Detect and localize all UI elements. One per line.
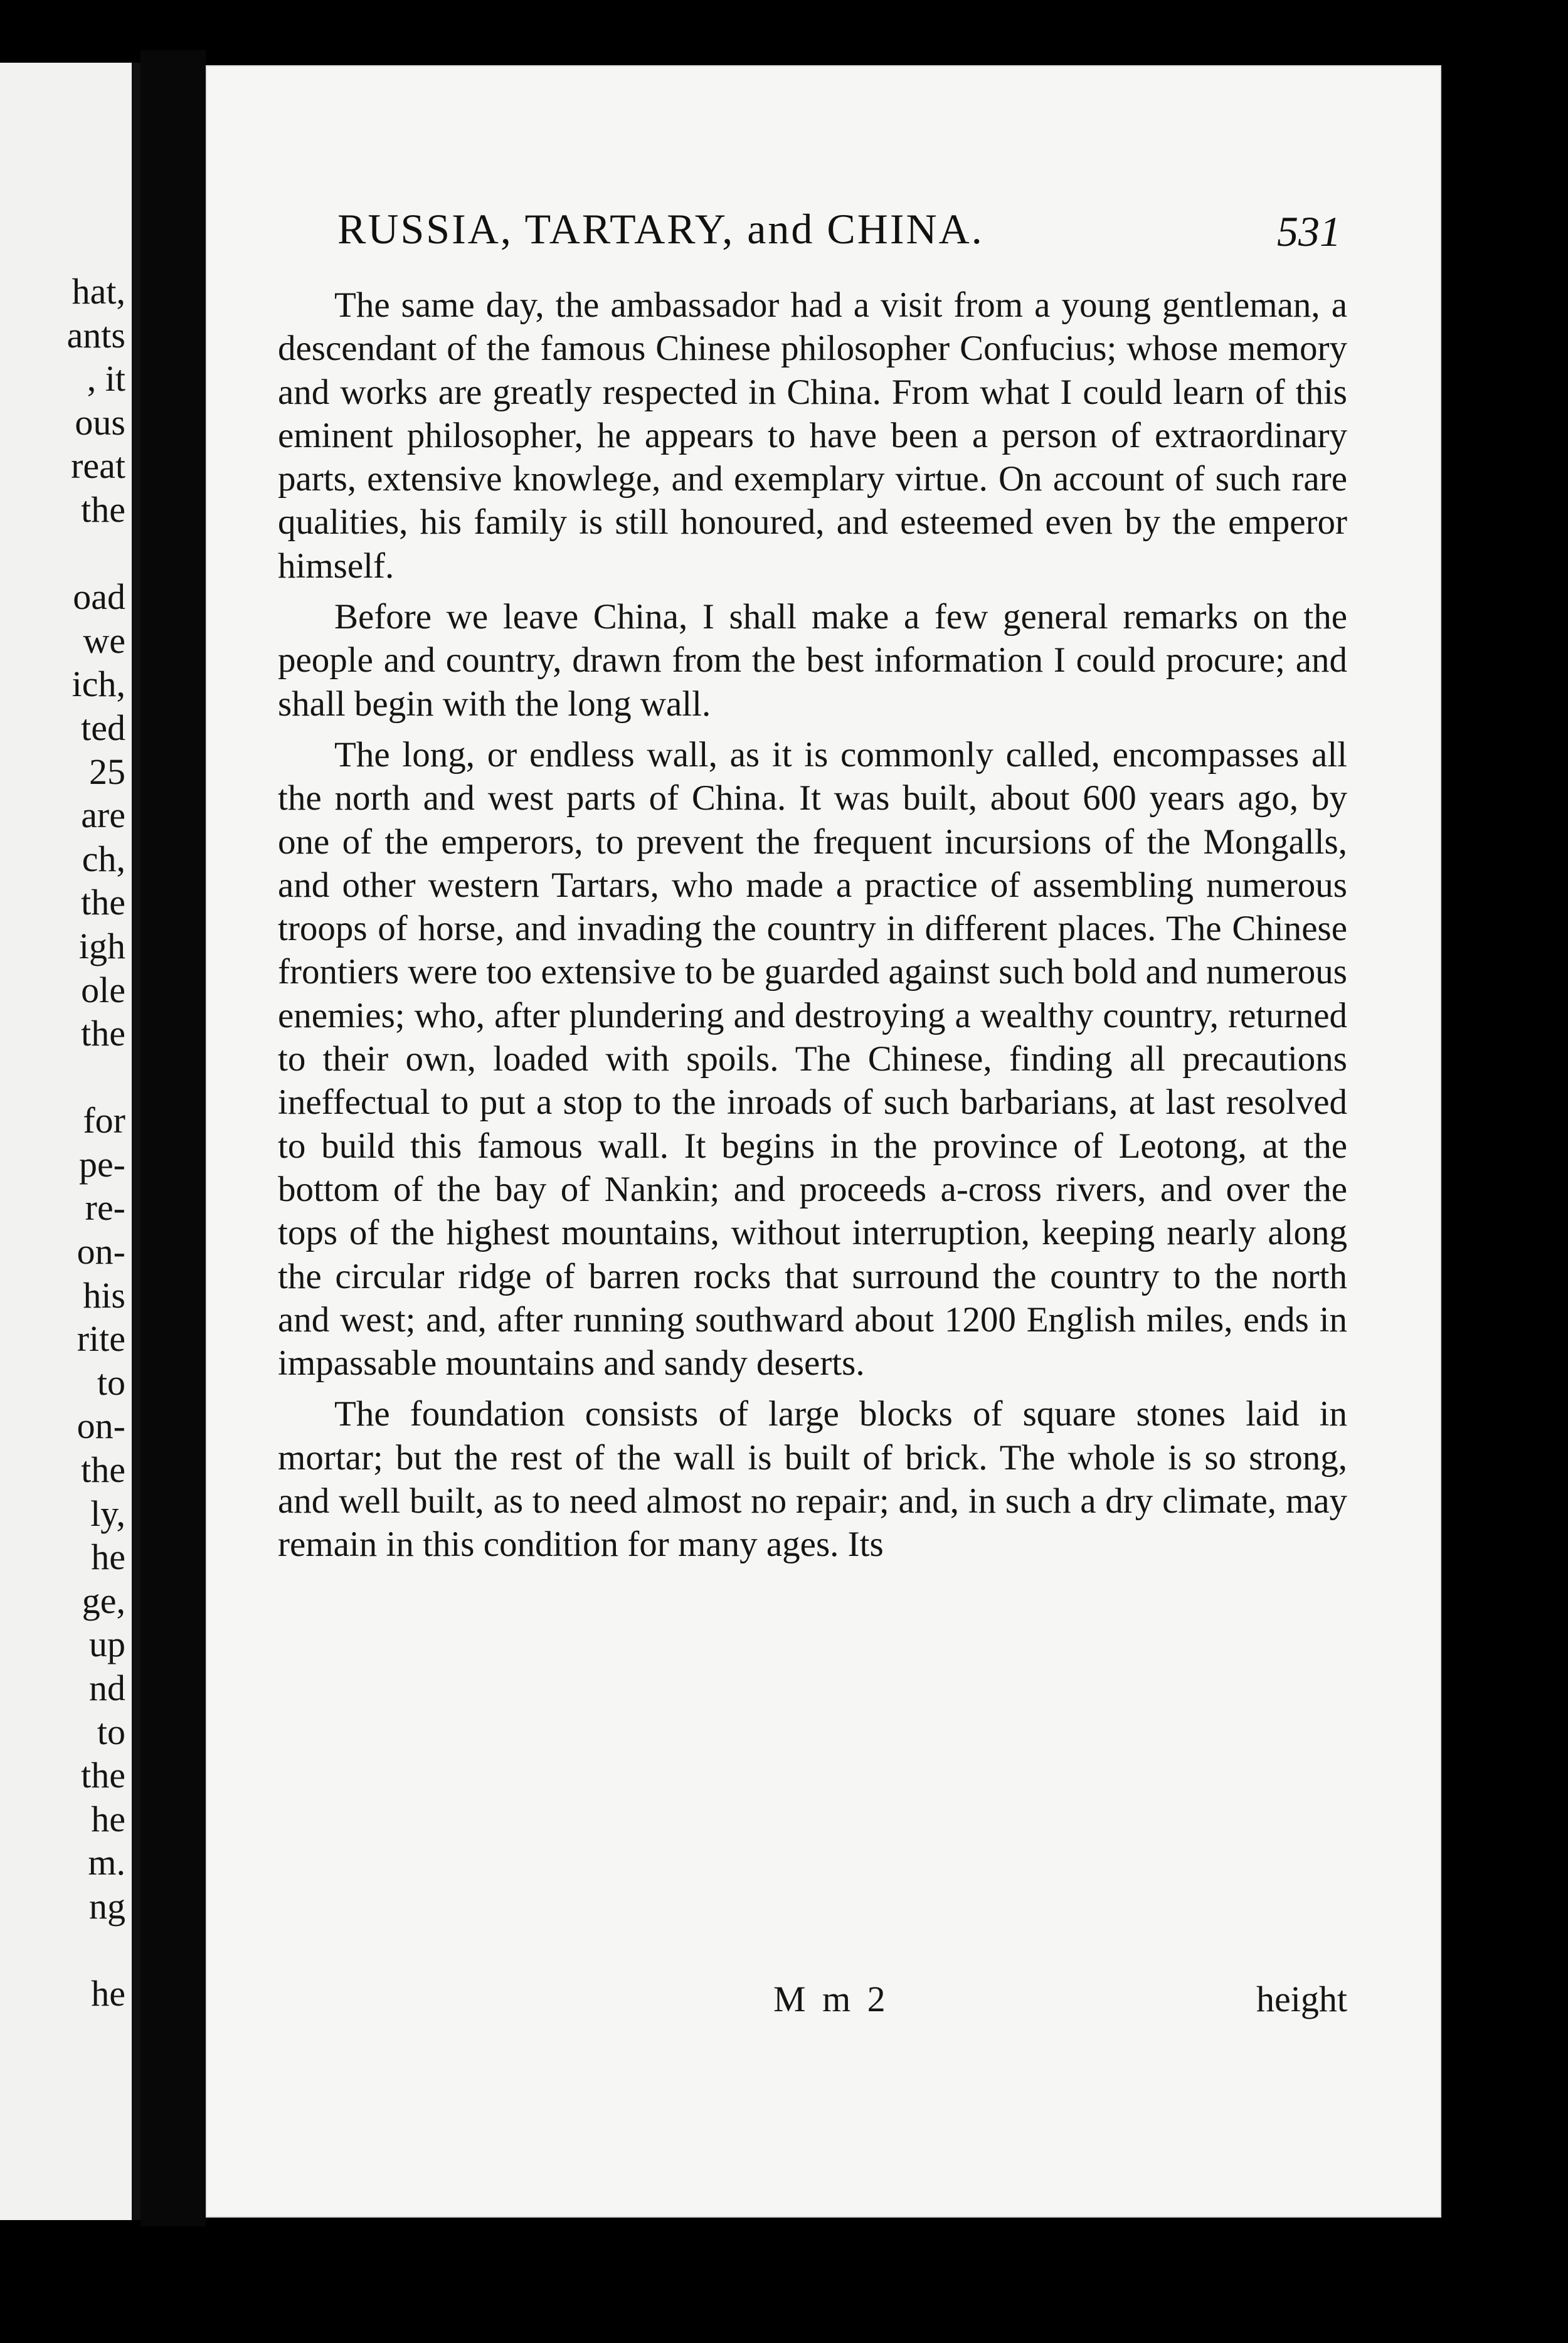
facing-line: to [97,1362,125,1403]
facing-line: are [81,795,125,836]
paragraph: The long, or endless wall, as it is commonly called, encompasses all the north and west parts of China. It was built, about 600 years ago, by one of the emperors, to prevent the frequent incursions of the Mongalls, and other western Tartars, who made a practice of assembling numerous troops of horse, and invading the country in different places. The Chinese frontiers were too extensive to be guarded against such bold and numerous enemies; who, after plundering and destroying a wealthy country, returned to their own, loaded with spoils. The Chinese, finding all precautions ineffectual to put a stop to the inroads of such barbarians, at last resolved to build this famous wall. It begins in the province of Leotong, at the bottom of the bay of Nankin; and proceeds a-cross rivers, and over the tops of the highest mountains, without interruption, keeping nearly along the circular ridge of barren rocks that surround the country to the north and west; and, after running southward about 1200 English miles, ends in impassable mountains and sandy deserts. [278,734,1347,1383]
facing-line: oad [73,576,125,618]
facing-line: hat, [72,271,125,312]
paragraph: The foundation consists of large blocks of square stones laid in mortar; but the rest of the wall is built of brick. The whole is so strong, and well built, as to need almost no repair; and, in such a dry climate, may remain in this condition for many ages. Its [278,1394,1347,1565]
catchword: height [1256,1979,1347,2019]
facing-line: he [91,1798,125,1839]
facing-line: ich, [72,664,125,705]
facing-page-text [0,270,125,2016]
facing-line [0,1055,125,1099]
facing-line: ole [81,969,125,1010]
facing-line: ants [66,314,125,356]
book-gutter [140,50,206,2226]
facing-line: ous [75,401,125,443]
facing-line: the [81,882,125,923]
paragraph: Before we leave China, I shall make a few general remarks on the people and country, drawn from the best information I could procure; and shall begin with the long wall. [278,597,1347,724]
facing-line: he [91,1536,125,1578]
facing-line: reat [71,445,125,487]
facing-line: m. [88,1842,125,1883]
facing-line: 25 [89,751,125,792]
facing-line: , it [87,358,125,399]
facing-line: ly, [90,1493,125,1534]
body-text [278,283,1347,1574]
facing-line: the [81,1755,125,1796]
facing-line: we [83,620,125,661]
facing-line: on- [77,1231,125,1272]
facing-line: pe- [78,1143,125,1185]
facing-line: he [91,1973,125,2014]
facing-line: nd [89,1668,125,1708]
facing-line: ted [81,707,125,748]
facing-line: the [81,1449,125,1491]
facing-line [0,1928,125,1972]
facing-line: for [83,1100,125,1141]
facing-line: ge, [82,1580,125,1621]
facing-line: re- [85,1187,125,1229]
facing-line: the [81,489,125,530]
facing-line: ng [89,1885,125,1927]
facing-line: ch, [82,838,125,879]
paragraph: The same day, the ambassador had a visit from a young gentleman, a descendant of the famous Chinese philosopher Confucius; whose memory and works are greatly respected in China. From what I could learn of this eminent philosopher, he appears to have been a person of extraordinary parts, extensive knowlege, and exemplary virtue. On account of such rare qualities, his family is still honoured, and esteemed even by the emperor himself. [278,285,1347,586]
facing-page [0,63,140,2220]
page-footer [278,1978,1347,2034]
facing-line: his [83,1274,125,1316]
running-head [337,204,1341,273]
facing-line: igh [78,925,125,966]
book-page [206,65,1441,2218]
facing-line: up [89,1624,125,1665]
facing-line: rite [77,1318,125,1360]
facing-line: to [97,1711,125,1752]
facing-line: the [81,1013,125,1054]
running-head-title: RUSSIA, TARTARY, and CHINA. [337,205,984,253]
signature-mark: M m 2 [773,1979,889,2019]
facing-line: on- [77,1405,125,1447]
page-number: 531 [1277,208,1341,255]
facing-line [0,532,125,576]
